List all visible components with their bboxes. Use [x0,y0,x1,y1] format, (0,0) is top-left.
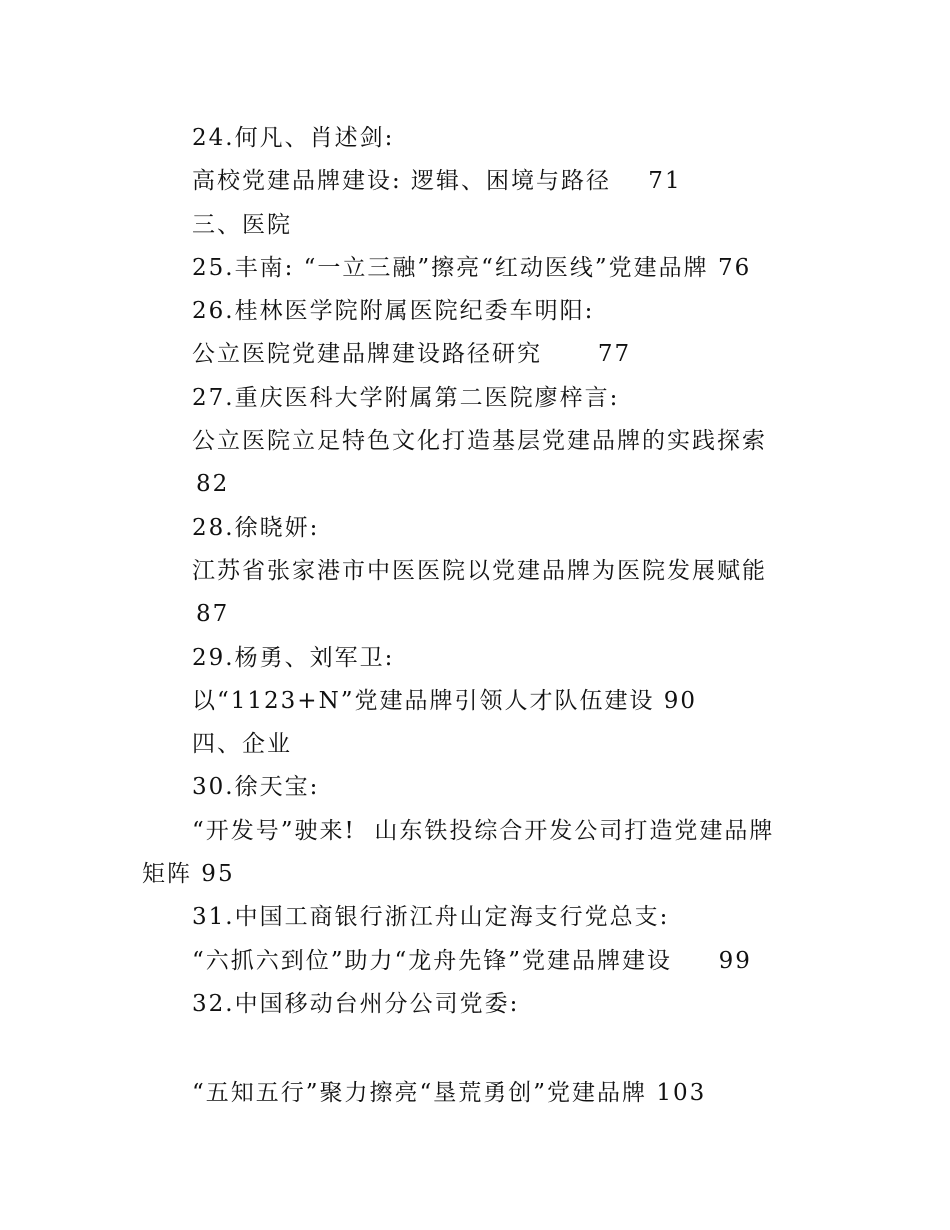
section-heading-enterprise: 四、企业 [192,731,292,757]
toc-entry-31-author: 31.中国工商银行浙江舟山定海支行党总支: [192,904,670,930]
toc-entry-25: 25.丰南: “一立三融”擦亮“红动医线”党建品牌 76 [192,255,752,281]
toc-entry-28-page: 87 [196,601,230,627]
toc-entry-27-title: 公立医院立足特色文化打造基层党建品牌的实践探索 [192,428,767,454]
toc-entry-26-title: 公立医院党建品牌建设路径研究 77 [192,341,632,367]
toc-entry-28-author: 28.徐晓妍: [192,515,320,541]
toc-entry-29-title: 以“1123+N”党建品牌引领人才队伍建设 90 [192,688,698,714]
toc-entry-24-author: 24.何凡、肖述剑: [192,125,395,151]
toc-entry-30-author: 30.徐天宝: [192,774,320,800]
toc-entry-27-page: 82 [196,471,230,497]
toc-entry-29-author: 29.杨勇、刘军卫: [192,645,395,671]
toc-entry-32-title: “五知五行”聚力擦亮“垦荒勇创”党建品牌 103 [192,1080,707,1106]
toc-entry-26-author: 26.桂林医学院附属医院纪委车明阳: [192,298,595,324]
toc-entry-24-title: 高校党建品牌建设: 逻辑、困境与路径 71 [192,168,682,194]
toc-entry-31-title: “六抓六到位”助力“龙舟先锋”党建品牌建设 99 [192,948,752,974]
section-heading-hospital: 三、医院 [192,212,292,238]
toc-entry-28-title: 江苏省张家港市中医医院以党建品牌为医院发展赋能 [192,558,767,584]
toc-entry-30-title: “开发号”驶来! 山东铁投综合开发公司打造党建品牌 [192,818,775,844]
toc-entry-30-title-continued: 矩阵 95 [142,861,235,887]
toc-entry-32-author: 32.中国移动台州分公司党委: [192,991,520,1017]
toc-entry-27-author: 27.重庆医科大学附属第二医院廖梓言: [192,385,620,411]
